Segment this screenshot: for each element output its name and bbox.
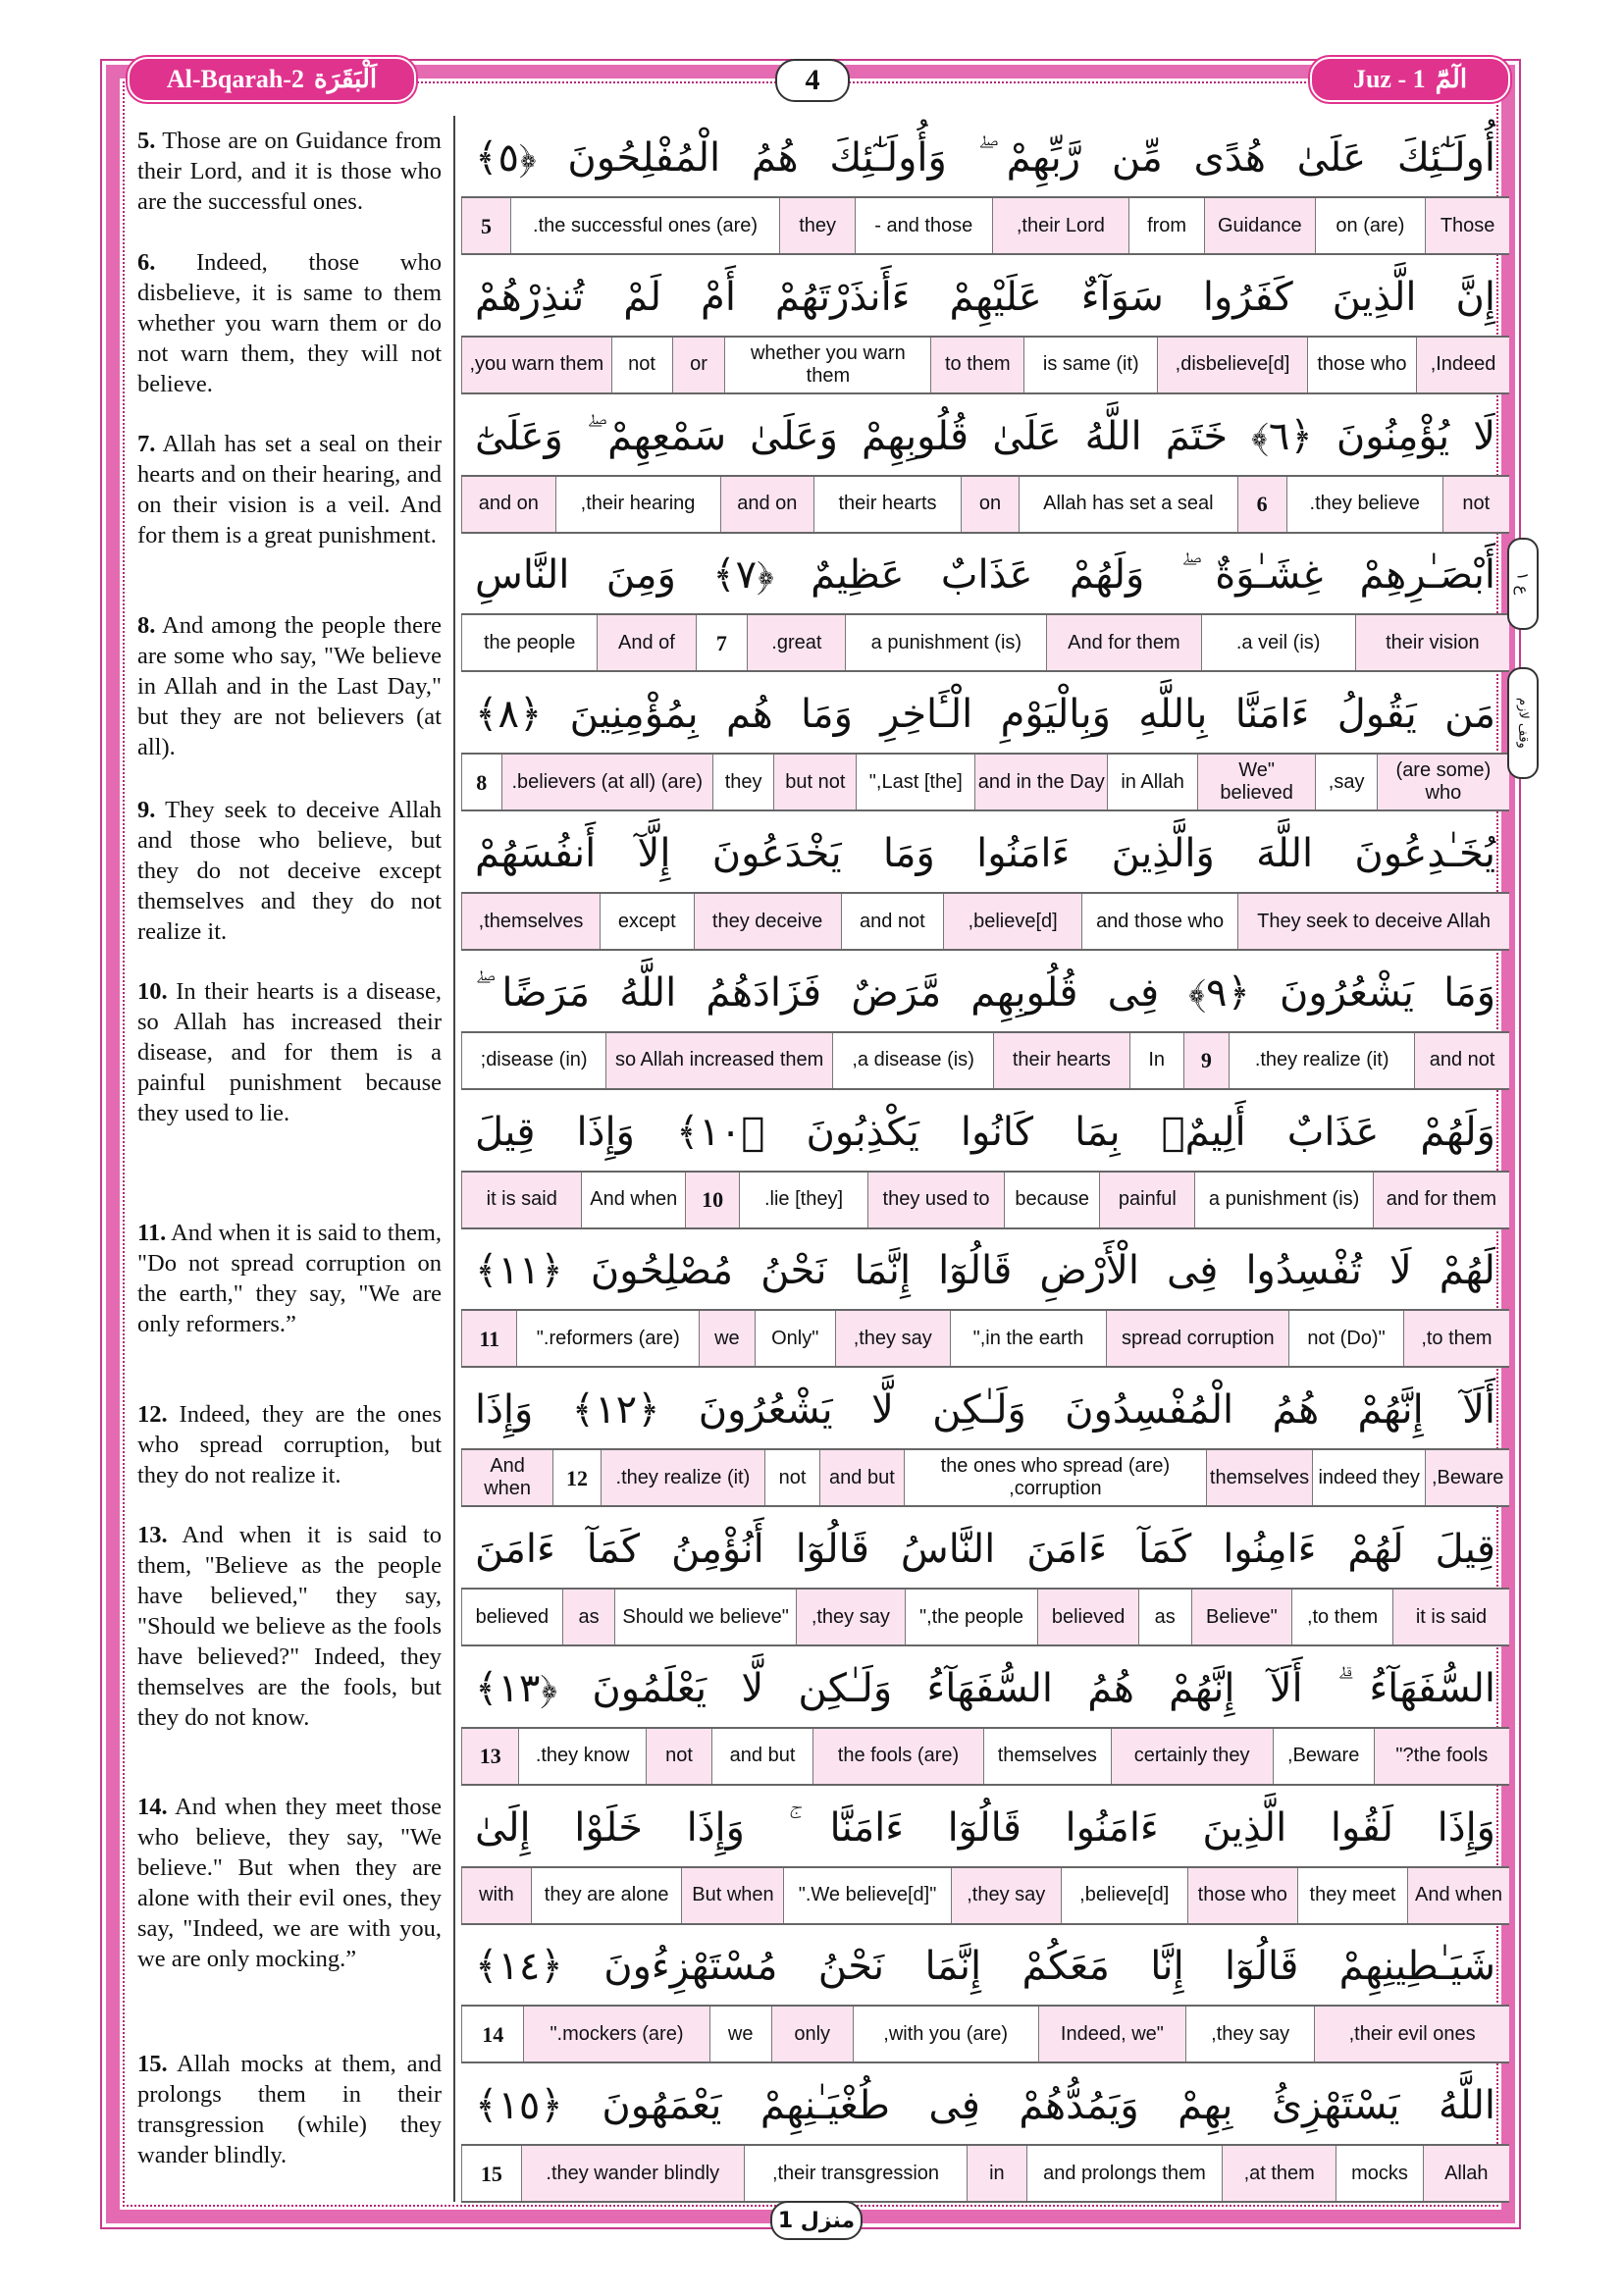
arabic-line: لَا يُؤْمِنُونَ ﴿٦﴾ خَتَمَ اللَّهُ عَلَىٰ قُلُوبِهِمْ وَعَلَىٰ سَمْعِهِمْ ۖ وَعَلَىٰٓ (461, 394, 1509, 479)
word-translation-row (461, 2005, 1509, 2063)
word-meaning-cell: and but (819, 1450, 904, 1505)
word-meaning-cell: Guidance (1204, 198, 1315, 253)
verse-translation-text: Indeed, they are the ones who spread corruption, but they do not realize it. (137, 1401, 442, 1488)
word-translation-row (461, 2144, 1509, 2203)
word-meaning-cell: they know. (518, 1729, 646, 1784)
verse-number: 8. (137, 612, 156, 639)
word-meaning-cell: not (1442, 477, 1509, 532)
word-translation-row (461, 336, 1509, 394)
arabic-line: شَيَـٰطِينِهِمْ قَالُوٓا إِنَّا مَعَكُمْ إِنَّمَا نَحْنُ مُسْتَهْزِءُونَ ﴿١٤﴾ (461, 1924, 1509, 2009)
word-meaning-cell: painful (1099, 1173, 1194, 1227)
word-meaning-cell: those who (1307, 338, 1416, 392)
word-meaning-cell: they say, (1185, 2007, 1314, 2061)
word-meaning-cell: [the] Last," (856, 755, 974, 809)
verse-translation-text: Those are on Guidance from their Lord, and it is those who are the successful ones. (137, 128, 442, 215)
surah-name-en: Al-Bqarah-2 (166, 65, 304, 93)
word-meaning-cell: say, (1315, 755, 1376, 809)
word-meaning-cell: but not (773, 755, 856, 809)
word-meaning-cell: and on (461, 477, 555, 532)
word-meaning-cell: they deceive (694, 894, 841, 949)
word-meaning-cell: Allah has set a seal (1019, 477, 1236, 532)
word-meaning-cell: (in) disease; (461, 1033, 605, 1088)
ayah-number-cell: 5 (461, 198, 510, 253)
word-meaning-cell: (are) on (1315, 198, 1426, 253)
word-meaning-cell: Beware, (1425, 1450, 1509, 1505)
verse-translation-text: Allah mocks at them, and prolongs them in their transgression (while) they wander blindly. (137, 2051, 442, 2168)
verse-translation-text: In their hearts is a disease, so Allah has increased their disease, and for them is a painful punishment because they used to lie. (137, 978, 442, 1126)
word-meaning-cell: Beware, (1273, 1729, 1374, 1784)
ayah-number-cell: 8 (461, 755, 500, 809)
word-meaning-cell: and prolongs them (1026, 2146, 1222, 2201)
word-meaning-cell: indeed they (1312, 1450, 1425, 1505)
word-translation-row (461, 892, 1509, 951)
verse-number: 5. (137, 128, 156, 154)
word-meaning-cell: disbelieve[d], (1157, 338, 1306, 392)
word-meaning-cell: Indeed, (1416, 338, 1509, 392)
word-meaning-cell: "We believe[d]." (783, 1868, 950, 1923)
word-meaning-cell: And when (461, 1450, 552, 1505)
word-translation-row (461, 1727, 1509, 1786)
word-meaning-cell: to them (930, 338, 1023, 392)
word-meaning-cell: they say, (796, 1590, 905, 1644)
word-meaning-cell: they used to (867, 1173, 1004, 1227)
word-meaning-cell: not (646, 1729, 711, 1784)
word-meaning-cell: But when (681, 1868, 783, 1923)
word-meaning-cell: you warn them, (461, 338, 610, 392)
word-meaning-cell: to them, (1291, 1590, 1392, 1644)
word-meaning-cell: themselves (983, 1729, 1111, 1784)
word-meaning-cell: they realize (it). (601, 1450, 764, 1505)
word-meaning-cell: (are) the successful ones. (510, 198, 779, 253)
word-meaning-cell: they wander blindly. (521, 2146, 744, 2201)
word-meaning-cell: (are) believers (at all). (501, 755, 712, 809)
surah-name-ar: اَلْبَقَرَة (314, 65, 378, 93)
juz-name-ar: الٓمّٓ (1435, 65, 1468, 93)
word-meaning-cell: their evil ones, (1314, 2007, 1509, 2061)
word-meaning-cell: it is said (461, 1173, 581, 1227)
word-meaning-cell: (are) mockers." (523, 2007, 708, 2061)
translation-verse (137, 1399, 442, 1490)
surah-header (128, 57, 416, 102)
word-meaning-cell: and those - (855, 198, 992, 253)
word-meaning-cell: as (562, 1590, 615, 1644)
arabic-line: لَهُمْ لَا تُفْسِدُوا فِى الْأَرْضِ قَالُوٓا إِنَّمَا نَحْنُ مُصْلِحُونَ ﴿١١﴾ (461, 1228, 1509, 1313)
word-meaning-cell: they say, (835, 1311, 950, 1366)
arabic-line: السُّفَهَآءُ ۗ أَلَآ إِنَّهُمْ هُمُ السُّفَهَآءُ وَلَـٰكِن لَّا يَعْلَمُونَ ﴿١٣﴾ (461, 1646, 1509, 1731)
verse-number: 14. (137, 1794, 168, 1820)
word-meaning-cell: on (961, 477, 1019, 532)
translation-verse (137, 976, 442, 1128)
word-meaning-cell: And when (1407, 1868, 1509, 1923)
verse-number: 12. (137, 1401, 168, 1428)
verse-number: 13. (137, 1522, 168, 1548)
ayah-number-cell: 6 (1237, 477, 1286, 532)
word-meaning-cell: whether you warn them (724, 338, 930, 392)
word-meaning-cell: "Believe (1191, 1590, 1292, 1644)
word-translation-row (461, 753, 1509, 811)
word-meaning-cell: And when (581, 1173, 685, 1227)
word-meaning-cell: except (600, 894, 694, 949)
word-meaning-cell: (are) reformers." (516, 1311, 699, 1366)
translation-column (120, 116, 455, 2202)
word-meaning-cell: "Indeed, we (1038, 2007, 1185, 2061)
word-meaning-cell: the people," (905, 1590, 1037, 1644)
verse-translation-text: And when it is said to them, "Believe as the people have believed," they say, "Should we believe as the fools have believed?" Indeed, they themselves are the fools, but they do not know. (137, 1522, 442, 1731)
word-meaning-cell: to them, (1403, 1311, 1509, 1366)
word-meaning-cell: the fools?" (1374, 1729, 1509, 1784)
word-meaning-cell: themselves (1206, 1450, 1312, 1505)
word-meaning-cell: Those (1425, 198, 1509, 253)
word-meaning-cell: they are alone (531, 1868, 682, 1923)
arabic-line: قِيلَ لَهُمْ ءَامِنُوا كَمَآ ءَامَنَ النَّاسُ قَالُوٓا أَنُؤْمِنُ كَمَآ ءَامَنَ (461, 1507, 1509, 1592)
word-meaning-cell: in Allah (1107, 755, 1196, 809)
word-meaning-cell: mocks (1336, 2146, 1422, 2201)
word-meaning-cell: great. (747, 615, 845, 670)
word-meaning-cell: They seek to deceive Allah (1237, 894, 1509, 949)
juz-name-en: Juz - 1 (1352, 65, 1426, 93)
word-meaning-cell: they realize (it). (1229, 1033, 1414, 1088)
word-meaning-cell: in (967, 2146, 1026, 2201)
word-meaning-cell: believed (1037, 1590, 1138, 1644)
verse-translation-text: And among the people there are some who say, "We believe in Allah and in the Last Day," but they are not believers (at all). (137, 612, 442, 760)
verse-number: 7. (137, 431, 156, 457)
word-translation-row (461, 1171, 1509, 1229)
page-number: 4 (775, 59, 850, 102)
word-meaning-cell: spread corruption (1106, 1311, 1288, 1366)
word-meaning-cell: And of (597, 615, 695, 670)
verse-translation-text: And when it is said to them, "Do not spread corruption on the earth," they say, "We are only reformers.” (137, 1220, 442, 1337)
word-meaning-cell: and for them (1373, 1173, 1509, 1227)
word-meaning-cell: certainly they (1111, 1729, 1273, 1784)
word-meaning-cell: only (771, 2007, 853, 2061)
ayah-number-cell: 12 (552, 1450, 601, 1505)
arabic-line: يُخَـٰدِعُونَ اللَّهَ وَالَّذِينَ ءَامَنُوا وَمَا يَخْدَعُونَ إِلَّآ أَنفُسَهُمْ (461, 811, 1509, 896)
manzil-marker: منزل 1 (770, 2201, 863, 2240)
word-meaning-cell: (is) a punishment (1194, 1173, 1372, 1227)
word-meaning-cell: (is) a punishment (845, 615, 1046, 670)
word-meaning-cell: so Allah increased them (605, 1033, 832, 1088)
word-meaning-cell: believe[d], (1061, 1868, 1187, 1923)
word-meaning-cell: not (611, 338, 672, 392)
word-translation-row (461, 1448, 1509, 1507)
word-meaning-cell: because (1004, 1173, 1099, 1227)
word-meaning-cell: they (712, 755, 773, 809)
word-meaning-cell: their hearing, (555, 477, 720, 532)
arabic-line: إِنَّ الَّذِينَ كَفَرُوا سَوَآءٌ عَلَيْهِمْ ءَأَنذَرْتَهُمْ أَمْ لَمْ تُنذِرْهُمْ (461, 255, 1509, 339)
translation-verse (137, 795, 442, 947)
word-meaning-cell: they (779, 198, 855, 253)
verse-translation-text: And when they meet those who believe, they say, "We believe." But when they are alone with their evil ones, they say, "Indeed, we are with you, we are only mocking.” (137, 1794, 442, 1972)
word-meaning-cell: and but (711, 1729, 812, 1784)
word-meaning-cell: and not (841, 894, 944, 949)
word-meaning-cell: (it) is same (1023, 338, 1157, 392)
arabic-line: أَلَآ إِنَّهُمْ هُمُ الْمُفْسِدُونَ وَلَـٰكِن لَّا يَشْعُرُونَ ﴿١٢﴾ وَإِذَا (461, 1368, 1509, 1452)
word-meaning-cell: "We believed (1197, 755, 1316, 809)
arabic-line: أَبْصَـٰرِهِمْ غِشَـٰوَةٌ ۖ وَلَهُمْ عَذَابٌ عَظِيمٌ ﴿٧﴾ وَمِنَ النَّاسِ (461, 533, 1509, 617)
translation-verse (137, 1218, 442, 1339)
waqf-marker: وقف لازم (1507, 667, 1539, 779)
arabic-line: اللَّهُ يَسْتَهْزِئُ بِهِمْ وَيَمُدُّهُمْ فِى طُغْيَـٰنِهِمْ يَعْمَهُونَ ﴿١٥﴾ (461, 2063, 1509, 2148)
word-translation-row (461, 196, 1509, 255)
word-meaning-cell: they meet (1297, 1868, 1407, 1923)
word-meaning-cell: (are some) who (1377, 755, 1509, 809)
verse-number: 6. (137, 249, 156, 276)
translation-verse (137, 610, 442, 762)
verse-number: 11. (137, 1220, 167, 1246)
word-meaning-cell: with (461, 1868, 531, 1923)
word-meaning-cell: and in the Day (974, 755, 1107, 809)
translation-verse (137, 1792, 442, 1974)
word-meaning-cell: their Lord, (992, 198, 1129, 253)
word-meaning-cell: their hearts (813, 477, 961, 532)
ayah-number-cell: 11 (461, 1311, 516, 1366)
word-meaning-cell: "(Do) not (1288, 1311, 1403, 1366)
word-translation-row (461, 1031, 1509, 1090)
verse-translation-text: Indeed, those who disbelieve, it is same to them whether you warn them or do not warn them, they will not believe. (137, 249, 442, 397)
translation-verse (137, 247, 442, 399)
juz-header (1310, 57, 1510, 102)
verse-translation-text: They seek to deceive Allah and those who believe, but they do not deceive except themselves and they do not realize it. (137, 797, 442, 945)
word-meaning-cell: their hearts (993, 1033, 1129, 1088)
word-meaning-cell: they say, (951, 1868, 1061, 1923)
ruku-marker: ع ۱ (1507, 538, 1539, 630)
word-meaning-cell: and not (1414, 1033, 1509, 1088)
word-translation-row (461, 1309, 1509, 1368)
verse-number: 10. (137, 978, 168, 1005)
ayah-number-cell: 15 (461, 2146, 521, 2201)
ayah-number-cell: 10 (685, 1173, 739, 1227)
arabic-line: أُولَـٰٓئِكَ عَلَىٰ هُدًى مِّن رَّبِّهِمْ ۖ وَأُولَـٰٓئِكَ هُمُ الْمُفْلِحُونَ ﴿٥﴾ (461, 116, 1509, 200)
ayah-number-cell: 7 (696, 615, 748, 670)
ayah-number-cell: 13 (461, 1729, 518, 1784)
word-meaning-cell: or (672, 338, 725, 392)
word-translation-row (461, 475, 1509, 534)
word-meaning-cell: and those who (1081, 894, 1237, 949)
word-meaning-cell: and on (720, 477, 814, 532)
word-meaning-cell: their transgression, (744, 2146, 967, 2201)
word-translation-row (461, 1588, 1509, 1646)
word-meaning-cell: themselves, (461, 894, 600, 949)
translation-verse (137, 1520, 442, 1733)
word-meaning-cell: in the earth," (950, 1311, 1107, 1366)
word-meaning-cell: as (1138, 1590, 1191, 1644)
word-meaning-cell: believed (461, 1590, 562, 1644)
word-meaning-cell: (are) with you, (853, 2007, 1038, 2061)
word-meaning-cell: (are) the fools (812, 1729, 983, 1784)
ayah-number-cell: 9 (1183, 1033, 1230, 1088)
word-meaning-cell: from (1128, 198, 1204, 253)
word-meaning-cell: "Only (755, 1311, 835, 1366)
word-meaning-cell: they believe. (1286, 477, 1442, 532)
word-translation-row (461, 613, 1509, 672)
word-meaning-cell: [they] lie. (739, 1173, 867, 1227)
translation-verse (137, 2049, 442, 2170)
verse-translation-text: Allah has set a seal on their hearts and on their hearing, and on their vision is a veil. And for them is a great punishment. (137, 431, 442, 548)
word-meaning-cell: those who (1187, 1868, 1297, 1923)
word-meaning-cell: the people (461, 615, 597, 670)
word-meaning-cell: Allah (1423, 2146, 1509, 2201)
word-meaning-cell: their vision (1355, 615, 1509, 670)
word-meaning-cell: (is) a disease, (832, 1033, 993, 1088)
word-meaning-cell: we (699, 1311, 754, 1366)
word-meaning-cell: (is) a veil. (1201, 615, 1355, 670)
word-meaning-cell: we (709, 2007, 771, 2061)
word-meaning-cell: "Should we believe (614, 1590, 796, 1644)
arabic-line: مَن يَقُولُ ءَامَنَّا بِاللَّهِ وَبِالْيَوْمِ الْـَٔاخِرِ وَمَا هُم بِمُؤْمِنِينَ ﴿٨﴾ (461, 672, 1509, 757)
arabic-line: وَإِذَا لَقُوا الَّذِينَ ءَامَنُوا قَالُوٓا ءَامَنَّا ۚ وَإِذَا خَلَوْا إِلَىٰ (461, 1786, 1509, 1870)
word-meaning-cell: And for them (1046, 615, 1200, 670)
word-translation-row (461, 1866, 1509, 1925)
word-meaning-cell: it is said (1392, 1590, 1509, 1644)
word-meaning-cell: (are) the ones who spread corruption, (904, 1450, 1206, 1505)
word-meaning-cell: at them, (1222, 2146, 1336, 2201)
word-meaning-cell: not (764, 1450, 819, 1505)
arabic-line: وَمَا يَشْعُرُونَ ﴿٩﴾ فِى قُلُوبِهِم مَّرَضٌ فَزَادَهُمُ اللَّهُ مَرَضًا ۖ (461, 951, 1509, 1035)
word-meaning-cell: believe[d], (943, 894, 1081, 949)
word-meaning-cell: In (1129, 1033, 1183, 1088)
verse-number: 9. (137, 797, 156, 823)
translation-verse (137, 126, 442, 217)
verse-number: 15. (137, 2051, 168, 2077)
arabic-line: وَلَهُمْ عَذَابٌ أَلِيمٌۢ بِمَا كَانُوا يَكْذِبُونَ ﴿١٠﴾ وَإِذَا قِيلَ (461, 1090, 1509, 1174)
ayah-number-cell: 14 (461, 2007, 523, 2061)
translation-verse (137, 429, 442, 550)
